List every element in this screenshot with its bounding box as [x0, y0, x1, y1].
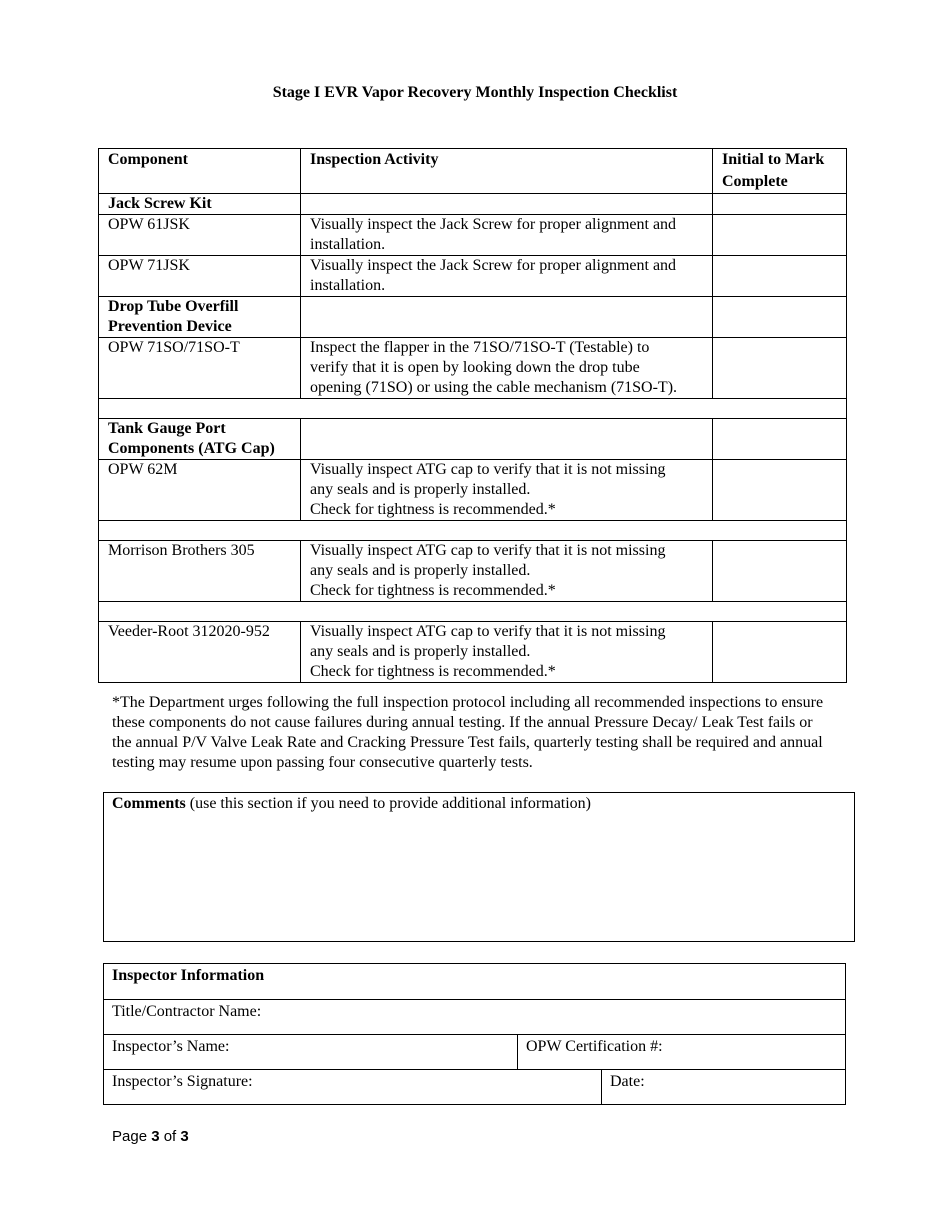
column-header-initial	[713, 149, 847, 194]
spacer-cell	[99, 521, 847, 541]
activity-line: Inspect the flapper in the 71SO/71SO-T (Testable) to	[310, 339, 650, 356]
table-row	[99, 460, 847, 521]
section-title-drop-tube	[99, 297, 301, 338]
comments-hint: (use this section if you need to provide additional information)	[185, 795, 592, 812]
initial-cell[interactable]	[713, 215, 847, 256]
title-contractor-field[interactable]: Title/Contractor Name:	[112, 1003, 262, 1020]
spacer-row	[99, 521, 847, 541]
activity-line: Visually inspect the Jack Screw for proper alignment and	[310, 216, 677, 233]
activity-cell	[301, 215, 713, 256]
inspector-heading: Inspector Information	[112, 967, 265, 984]
component-cell: OPW 71JSK	[99, 256, 301, 297]
name-certification-row	[104, 1034, 845, 1069]
activity-line: Check for tightness is recommended.*	[310, 582, 556, 599]
section-title-line: Drop Tube Overfill	[108, 298, 239, 315]
total-pages: 3	[180, 1128, 189, 1145]
table-row	[99, 622, 847, 683]
table-row	[99, 541, 847, 602]
spacer-cell	[99, 602, 847, 622]
page-number	[112, 1128, 189, 1145]
section-title-line: Tank Gauge Port	[108, 420, 226, 437]
table-row	[99, 338, 847, 399]
section-title-jack-screw: Jack Screw Kit	[99, 194, 301, 215]
table-row	[99, 256, 847, 297]
department-note: *The Department urges following the full inspection protocol including all recommended inspections to ensure these components do not cause failures during annual testing. If the annual Pressure Decay/ Leak Test fails or the annual P/V Valve Leak Rate and Cracking Pressure Test fails, quarterly testing shall be required and annual testing may resume upon passing four consecutive quarterly tests.	[112, 694, 824, 771]
column-header-component: Component	[99, 149, 301, 194]
section-row-tank-gauge	[99, 419, 847, 460]
title-contractor-row	[104, 999, 845, 1034]
comments-box[interactable]	[103, 792, 855, 942]
table-header-row	[99, 149, 847, 194]
activity-line: Visually inspect ATG cap to verify that it is not missing	[310, 461, 666, 478]
activity-line: any seals and is properly installed.	[310, 481, 531, 498]
section-title-tank-gauge	[99, 419, 301, 460]
initial-cell[interactable]	[713, 419, 847, 460]
initial-cell[interactable]	[713, 541, 847, 602]
activity-line: opening (71SO) or using the cable mechanism (71SO-T).	[310, 379, 678, 396]
table-row	[99, 215, 847, 256]
initial-cell[interactable]	[713, 297, 847, 338]
page-title: Stage I EVR Vapor Recovery Monthly Inspection Checklist	[272, 84, 678, 101]
column-header-activity: Inspection Activity	[301, 149, 713, 194]
initial-cell[interactable]	[713, 622, 847, 683]
page-word: Page	[112, 1128, 152, 1145]
component-cell: Veeder-Root 312020-952	[99, 622, 301, 683]
activity-line: Check for tightness is recommended.*	[310, 501, 556, 518]
spacer-row	[99, 602, 847, 622]
inspector-information-table	[103, 963, 846, 1105]
activity-cell	[301, 256, 713, 297]
initial-cell[interactable]	[713, 256, 847, 297]
spacer-row	[99, 399, 847, 419]
of-word: of	[159, 1128, 181, 1145]
comments-label: Comments	[112, 795, 186, 812]
empty-cell	[301, 194, 713, 215]
activity-line: any seals and is properly installed.	[310, 643, 531, 660]
inspector-name-field[interactable]: Inspector’s Name:	[112, 1038, 230, 1055]
section-title-line: Prevention Device	[108, 318, 232, 335]
current-page: 3	[151, 1128, 160, 1145]
opw-certification-field[interactable]: OPW Certification #:	[517, 1035, 845, 1069]
column-header-initial-line2: Complete	[722, 173, 788, 190]
section-row-jack-screw	[99, 194, 847, 215]
activity-line: Visually inspect ATG cap to verify that it is not missing	[310, 623, 666, 640]
component-cell: OPW 62M	[99, 460, 301, 521]
inspector-signature-field[interactable]: Inspector’s Signature:	[112, 1073, 253, 1090]
date-field[interactable]: Date:	[601, 1070, 845, 1104]
column-header-initial-line1: Initial to Mark	[722, 151, 825, 168]
empty-cell	[301, 419, 713, 460]
activity-cell	[301, 541, 713, 602]
activity-cell	[301, 622, 713, 683]
activity-line: verify that it is open by looking down the drop tube	[310, 359, 640, 376]
initial-cell[interactable]	[713, 338, 847, 399]
signature-date-row	[104, 1069, 845, 1104]
inspection-checklist-table	[98, 148, 847, 683]
activity-line: Visually inspect the Jack Screw for proper alignment and	[310, 257, 677, 274]
activity-line: installation.	[310, 236, 386, 253]
activity-cell	[301, 338, 713, 399]
inspector-heading-row	[104, 964, 845, 999]
activity-line: Visually inspect ATG cap to verify that it is not missing	[310, 542, 666, 559]
empty-cell	[301, 297, 713, 338]
activity-line: any seals and is properly installed.	[310, 562, 531, 579]
component-cell: OPW 71SO/71SO-T	[99, 338, 301, 399]
component-cell: OPW 61JSK	[99, 215, 301, 256]
initial-cell[interactable]	[713, 460, 847, 521]
spacer-cell	[99, 399, 847, 419]
component-cell: Morrison Brothers 305	[99, 541, 301, 602]
activity-line: Check for tightness is recommended.*	[310, 663, 556, 680]
initial-cell[interactable]	[713, 194, 847, 215]
activity-line: installation.	[310, 277, 386, 294]
activity-cell	[301, 460, 713, 521]
section-row-drop-tube	[99, 297, 847, 338]
section-title-line: Components (ATG Cap)	[108, 440, 275, 457]
